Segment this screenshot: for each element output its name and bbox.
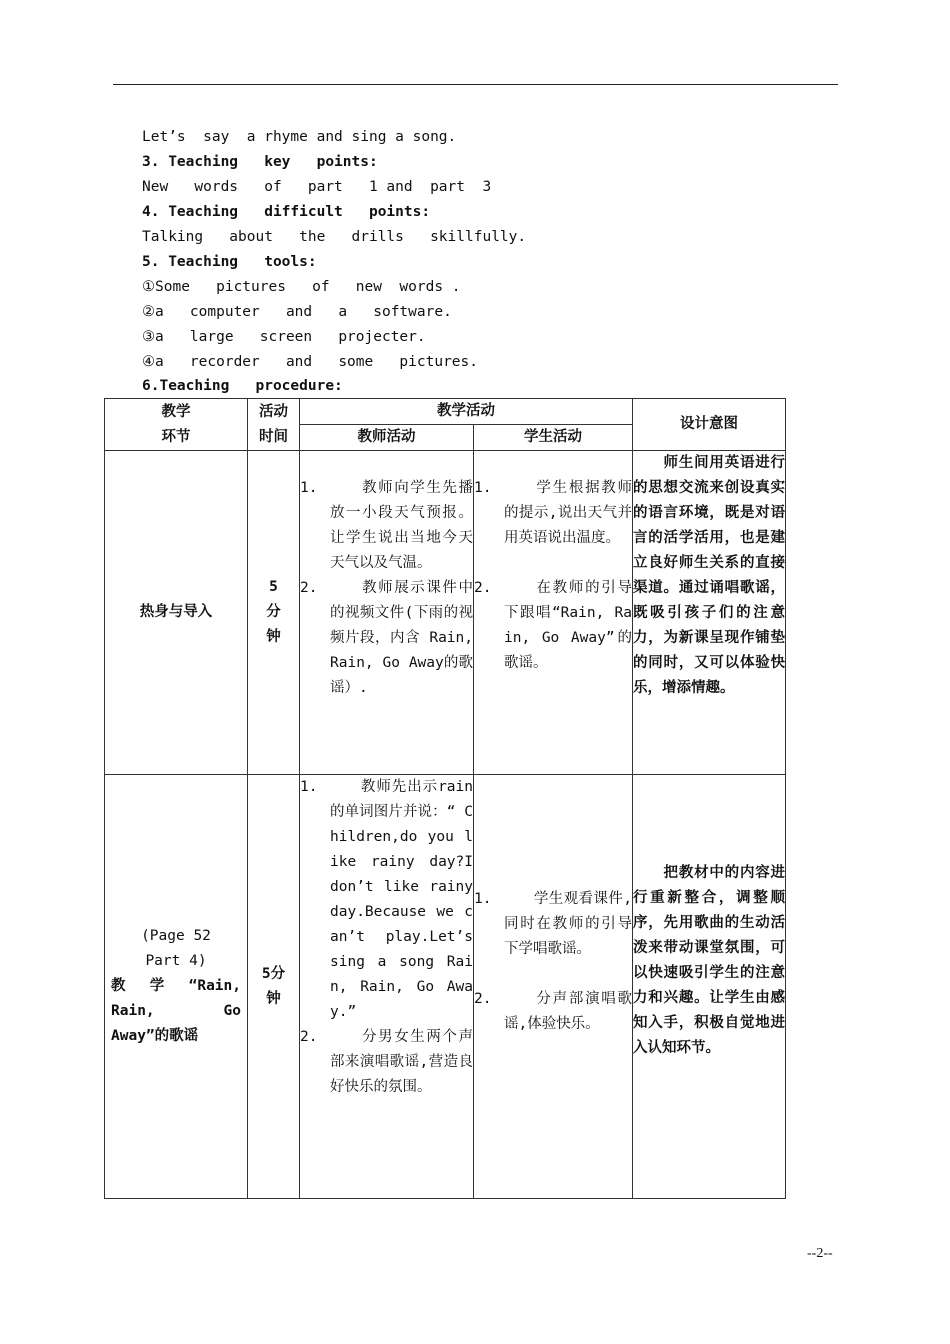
heading-teaching-tools: 5. Teaching tools:	[142, 254, 317, 270]
stage-cell: (Page 52 Part 4) 教学“Rain, Rain, Go Away”的歌谣	[105, 775, 248, 1199]
teacher-activity-cell	[300, 451, 474, 775]
procedure-table	[104, 398, 786, 1199]
table-row	[105, 775, 786, 1199]
text-line-difficult-points: Talking about the drills skillfully.	[142, 229, 527, 245]
list-item: 2. 分男女生两个声部来演唱歌谣,营造良好快乐的氛围。	[300, 1029, 473, 1095]
heading-key-points: 3. Teaching key points:	[142, 154, 378, 170]
design-cell: 师生间用英语进行的思想交流来创设真实的语言环境，既是对语言的活学活用，也是建立良好师生关系的直接渠道。通过诵唱歌谣，既吸引孩子们的注意力，为新课呈现作铺垫的同时，又可以体验快乐，增添情趣。	[633, 451, 786, 775]
design-cell: 把教材中的内容进行重新整合，调整顺序，先用歌曲的生动活泼来带动课堂氛围，可以快速吸引学生的注意力和兴趣。让学生由感知入手，积极自觉地进入认知环节。	[633, 775, 786, 1199]
table-row	[105, 451, 786, 775]
page-number: --2--	[807, 1246, 833, 1261]
list-item: 1. 学生观看课件,同时在教师的引导下学唱歌谣。	[474, 891, 632, 957]
header-student: 学生活动	[474, 425, 633, 451]
text-line-rhyme: Let’s say a rhyme and sing a song.	[142, 129, 457, 145]
list-item: 1. 教师先出示rain的单词图片并说：“ Children,do you like rainy day?I don’t like rainy day.Because we can’t play.Let’s sing a song Rain, Rain, Go Away.”	[300, 779, 473, 1020]
header-design: 设计意图	[633, 399, 786, 451]
teacher-activity-cell	[300, 775, 474, 1199]
header-activities: 教学活动	[300, 399, 633, 425]
tool-item-4: ④a recorder and some pictures.	[142, 354, 478, 370]
tool-item-2: ②a computer and a software.	[142, 304, 452, 320]
student-activity-cell	[474, 451, 633, 775]
time-cell: 5分 钟	[248, 775, 300, 1199]
student-activity-cell	[474, 775, 633, 1199]
time-cell: 5 分 钟	[248, 451, 300, 775]
list-item: 1. 教师向学生先播放一小段天气预报。让学生说出当地今天天气以及气温。	[300, 480, 473, 571]
text-line-key-points: New words of part 1 and part 3	[142, 179, 492, 195]
header-teacher: 教师活动	[300, 425, 474, 451]
list-item: 2. 分声部演唱歌谣,体验快乐。	[474, 991, 632, 1032]
header-stage: 教学 环节	[105, 399, 248, 451]
tool-item-1: ①Some pictures of new words .	[142, 279, 461, 295]
list-item: 2. 教师展示课件中的视频文件(下雨的视频片段，内含 Rain, Rain, Go Away的歌谣）.	[300, 580, 473, 696]
header-time: 活动 时间	[248, 399, 300, 451]
list-item: 2. 在教师的引导下跟唱“Rain, Rain, Go Away”的歌谣。	[474, 580, 632, 671]
list-item: 1. 学生根据教师的提示,说出天气并用英语说出温度。	[474, 480, 632, 546]
heading-difficult-points: 4. Teaching difficult points:	[142, 204, 431, 220]
tool-item-3: ③a large screen projecter.	[142, 329, 426, 345]
heading-procedure: 6.Teaching procedure:	[142, 378, 343, 394]
header-rule	[113, 84, 838, 85]
stage-cell: 热身与导入	[105, 451, 248, 775]
